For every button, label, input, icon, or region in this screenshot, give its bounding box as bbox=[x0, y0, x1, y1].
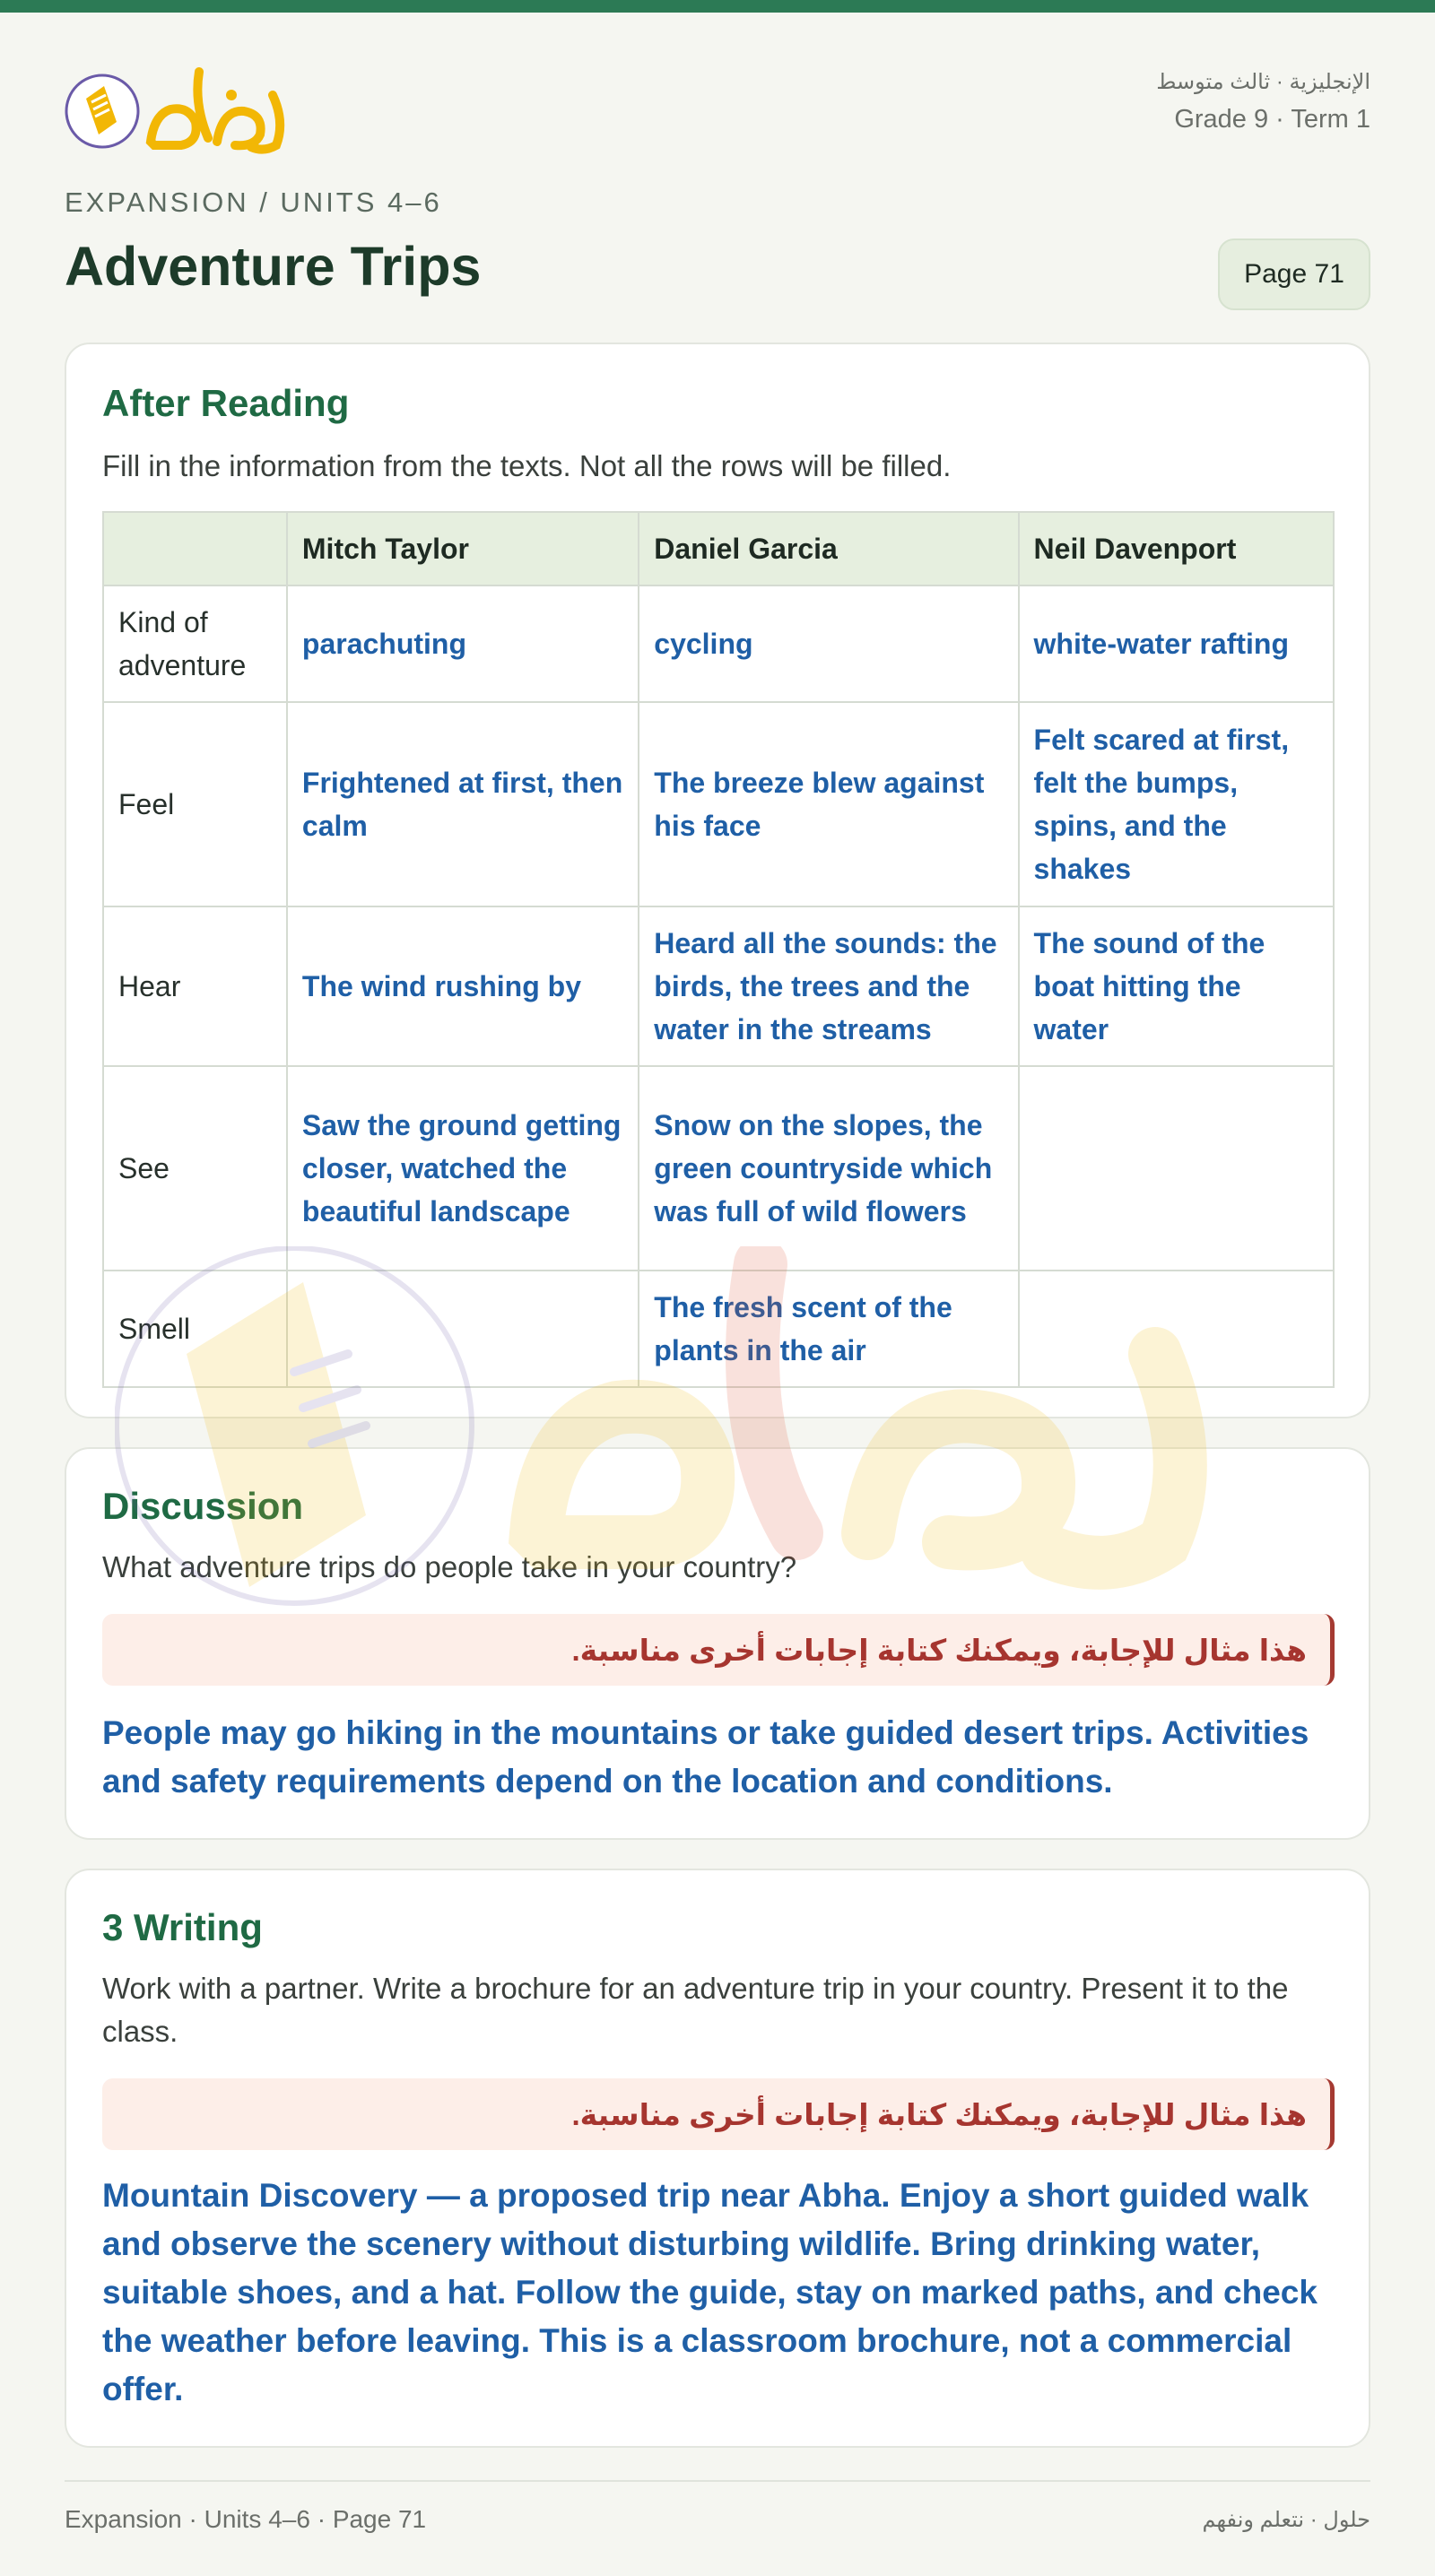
discussion-answer: People may go hiking in the mountains or take guided desert trips. Activities and safety requirements depend on the location and conditions. bbox=[102, 1714, 1309, 1800]
answer-cell bbox=[1019, 1271, 1334, 1387]
answer-cell bbox=[287, 1271, 639, 1387]
answer-cell bbox=[1019, 1066, 1334, 1271]
answer-cell: The wind rushing by bbox=[287, 906, 639, 1066]
discussion-heading: Discussion bbox=[102, 1485, 304, 1527]
table-row bbox=[103, 1271, 1334, 1387]
answer-cell: The breeze blew against his face bbox=[639, 702, 1018, 906]
answer-cell: The fresh scent of the plants in the air bbox=[639, 1271, 1018, 1387]
adventure-table bbox=[102, 511, 1335, 1388]
row-label: Smell bbox=[103, 1271, 287, 1387]
table-header-cell: Daniel Garcia bbox=[639, 512, 1018, 585]
answer-cell: Saw the ground getting closer, watched the beautiful landscape bbox=[287, 1066, 639, 1271]
after-reading-heading: After Reading bbox=[102, 382, 350, 424]
section-label: EXPANSION / UNITS 4–6 bbox=[65, 186, 442, 218]
after-reading-card bbox=[65, 343, 1370, 1418]
row-label: Kind of adventure bbox=[103, 585, 287, 702]
example-answer-note: هذا مثال للإجابة، ويمكنك كتابة إجابات أخرى مناسبة. bbox=[102, 2078, 1335, 2150]
writing-instruction: Work with a partner. Write a brochure for an adventure trip in your country. Present it to the class. bbox=[102, 1972, 1289, 2048]
table-row bbox=[103, 906, 1334, 1066]
answer-cell: Felt scared at first, felt the bumps, spins, and the shakes bbox=[1019, 702, 1334, 906]
discussion-question: What adventure trips do people take in your country? bbox=[102, 1550, 797, 1583]
footer-divider bbox=[65, 2480, 1370, 2482]
example-answer-note: هذا مثال للإجابة، ويمكنك كتابة إجابات أخرى مناسبة. bbox=[102, 1614, 1335, 1686]
table-header-cell: Neil Davenport bbox=[1019, 512, 1334, 585]
row-label: Hear bbox=[103, 906, 287, 1066]
hulul-logo bbox=[65, 59, 307, 158]
answer-cell: Frightened at first, then calm bbox=[287, 702, 639, 906]
table-row bbox=[103, 1066, 1334, 1271]
table-header-row bbox=[103, 512, 1334, 585]
table-header-cell bbox=[103, 512, 287, 585]
after-reading-instruction: Fill in the information from the texts. Not all the rows will be filled. bbox=[102, 449, 952, 482]
writing-answer: Mountain Discovery — a proposed trip near Abha. Enjoy a short guided walk and observe the scenery without disturbing wildlife. Bring drinking water, suitable shoes, and a hat. Follow the guide, stay on marked paths, and check the weather before leaving. This is a classroom brochure, not a commercial offer. bbox=[102, 2177, 1318, 2407]
discussion-card bbox=[65, 1447, 1370, 1840]
grade-term: Grade 9 · Term 1 bbox=[1174, 105, 1370, 134]
answer-cell: parachuting bbox=[287, 585, 639, 702]
top-accent-bar bbox=[0, 0, 1435, 13]
answer-cell: cycling bbox=[639, 585, 1018, 702]
answer-cell: Heard all the sounds: the birds, the trees and the water in the streams bbox=[639, 906, 1018, 1066]
table-row bbox=[103, 702, 1334, 906]
page-title: Adventure Trips bbox=[65, 236, 482, 297]
writing-card bbox=[65, 1869, 1370, 2448]
row-label: See bbox=[103, 1066, 287, 1271]
answer-cell: The sound of the boat hitting the water bbox=[1019, 906, 1334, 1066]
footer-right: حلول · نتعلم ونفهم bbox=[1202, 2508, 1370, 2532]
subject-arabic: الإنجليزية · ثالث متوسط bbox=[1156, 70, 1370, 94]
page-header bbox=[65, 54, 1370, 161]
table-row bbox=[103, 585, 1334, 702]
page-badge: Page 71 bbox=[1218, 239, 1370, 310]
header-meta bbox=[1156, 66, 1370, 140]
footer-left: Expansion · Units 4–6 · Page 71 bbox=[65, 2505, 427, 2533]
answer-cell: white-water rafting bbox=[1019, 585, 1334, 702]
row-label: Feel bbox=[103, 702, 287, 906]
table-header-cell: Mitch Taylor bbox=[287, 512, 639, 585]
writing-heading: 3 Writing bbox=[102, 1906, 263, 1948]
answer-cell: Snow on the slopes, the green countryside which was full of wild flowers bbox=[639, 1066, 1018, 1271]
